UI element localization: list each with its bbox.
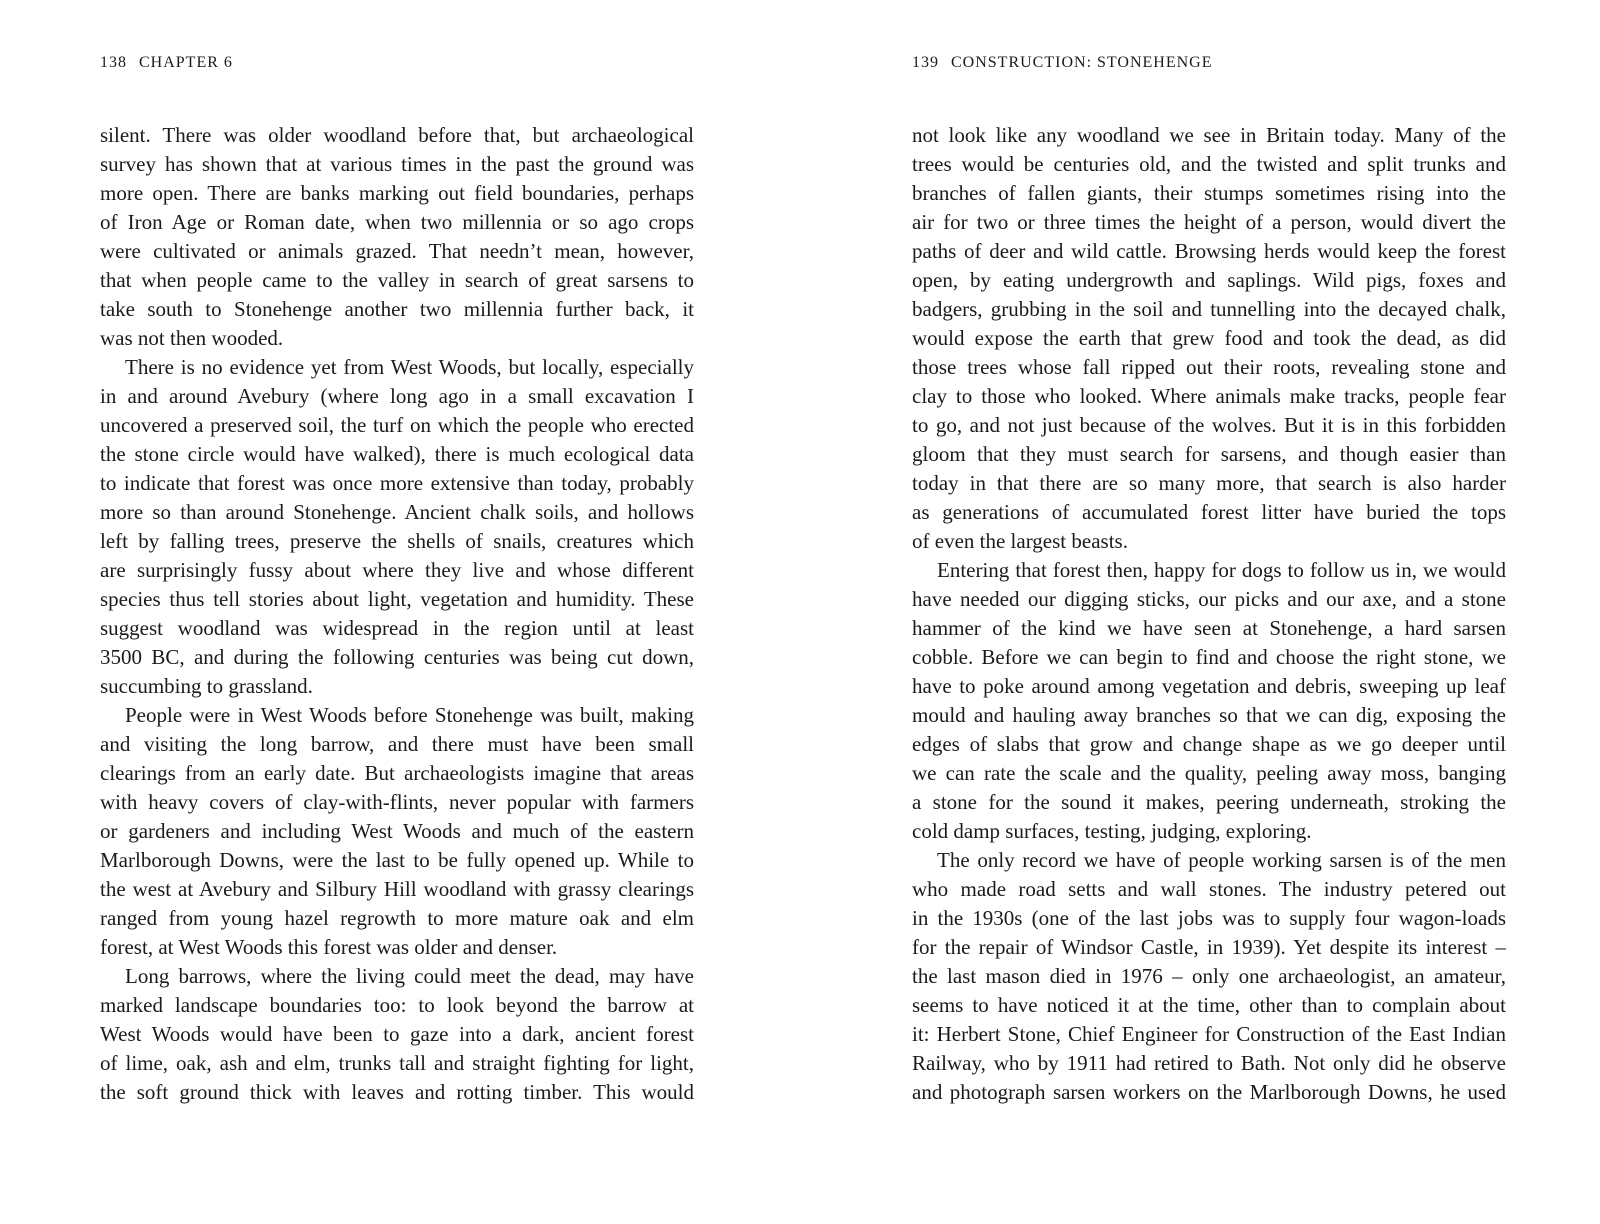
text-line: in and around Avebury (where long ago in a small excavation I	[100, 384, 694, 408]
text-line: are surprisingly fussy about where they live and whose different	[100, 558, 694, 582]
text-line: open, by eating undergrowth and saplings. Wild pigs, foxes and	[912, 268, 1506, 292]
text-line: marked landscape boundaries too: to look beyond the barrow at	[100, 993, 694, 1017]
text-line: take south to Stonehenge another two millennia further back, it	[100, 297, 694, 321]
text-line: have needed our digging sticks, our picks and our axe, and a stone	[912, 587, 1506, 611]
text-line: mould and hauling away branches so that we can dig, exposing the	[912, 703, 1506, 727]
text-line: it: Herbert Stone, Chief Engineer for Construction of the East Indian	[912, 1022, 1506, 1046]
text-line: who made road setts and wall stones. The industry petered out	[912, 877, 1506, 901]
right-chapter-title: CONSTRUCTION: STONEHENGE	[951, 54, 1213, 71]
text-line: There is no evidence yet from West Woods, but locally, especially	[125, 355, 694, 379]
text-line: the soft ground thick with leaves and rotting timber. This would	[100, 1080, 694, 1104]
text-line: ranged from young hazel regrowth to more mature oak and elm	[100, 906, 694, 930]
text-line: of even the largest beasts.	[912, 529, 1128, 553]
text-line: trees would be centuries old, and the twisted and split trunks and	[912, 152, 1506, 176]
left-body-text	[100, 121, 694, 1107]
text-line: for the repair of Windsor Castle, in 1939). Yet despite its interest –	[912, 935, 1506, 959]
text-line: suggest woodland was widespread in the region until at least	[100, 616, 694, 640]
left-page-number: 138	[100, 54, 127, 71]
text-line: 3500 BC, and during the following centuries was being cut down,	[100, 645, 694, 669]
text-line: branches of fallen giants, their stumps sometimes rising into the	[912, 181, 1506, 205]
text-line: more so than around Stonehenge. Ancient chalk soils, and hollows	[100, 500, 694, 524]
text-line: Railway, who by 1911 had retired to Bath. Not only did he observe	[912, 1051, 1506, 1075]
text-line: seems to have noticed it at the time, other than to complain about	[912, 993, 1506, 1017]
text-line: gloom that they must search for sarsens, and though easier than	[912, 442, 1506, 466]
text-line: paths of deer and wild cattle. Browsing herds would keep the forest	[912, 239, 1506, 263]
text-line: left by falling trees, preserve the shells of snails, creatures which	[100, 529, 694, 553]
text-line: uncovered a preserved soil, the turf on which the people who erected	[100, 413, 694, 437]
text-line: have to poke around among vegetation and debris, sweeping up leaf	[912, 674, 1506, 698]
text-line: survey has shown that at various times in the past the ground was	[100, 152, 694, 176]
text-line: Long barrows, where the living could meet the dead, may have	[125, 964, 694, 988]
text-line: that when people came to the valley in search of great sarsens to	[100, 268, 694, 292]
text-line: clearings from an early date. But archaeologists imagine that areas	[100, 761, 694, 785]
text-line: those trees whose fall ripped out their roots, revealing stone and	[912, 355, 1506, 379]
text-line: The only record we have of people working sarsen is of the men	[937, 848, 1506, 872]
left-running-head	[100, 54, 233, 72]
left-page	[100, 0, 694, 1224]
text-line: the last mason died in 1976 – only one archaeologist, an amateur,	[912, 964, 1506, 988]
text-line: hammer of the kind we have seen at Stonehenge, a hard sarsen	[912, 616, 1506, 640]
text-line: air for two or three times the height of a person, would divert the	[912, 210, 1506, 234]
text-line: not look like any woodland we see in Britain today. Many of the	[912, 123, 1506, 147]
right-page	[912, 0, 1506, 1224]
text-line: Entering that forest then, happy for dogs to follow us in, we would	[937, 558, 1506, 582]
text-line: to indicate that forest was once more extensive than today, probably	[100, 471, 694, 495]
text-line: of Iron Age or Roman date, when two millennia or so ago crops	[100, 210, 694, 234]
text-line: cold damp surfaces, testing, judging, exploring.	[912, 819, 1312, 843]
text-line: succumbing to grassland.	[100, 674, 313, 698]
text-line: were cultivated or animals grazed. That needn’t mean, however,	[100, 239, 694, 263]
text-line: with heavy covers of clay-with-flints, never popular with farmers	[100, 790, 694, 814]
text-line: People were in West Woods before Stonehenge was built, making	[125, 703, 694, 727]
right-running-head	[912, 54, 1212, 72]
text-line: and visiting the long barrow, and there must have been small	[100, 732, 694, 756]
text-line: forest, at West Woods this forest was older and denser.	[100, 935, 558, 959]
text-line: in the 1930s (one of the last jobs was to supply four wagon-loads	[912, 906, 1506, 930]
text-line: today in that there are so many more, that search is also harder	[912, 471, 1506, 495]
text-line: clay to those who looked. Where animals make tracks, people fear	[912, 384, 1506, 408]
text-line: and photograph sarsen workers on the Marlborough Downs, he used	[912, 1080, 1506, 1104]
text-line: was not then wooded.	[100, 326, 284, 350]
text-line: silent. There was older woodland before that, but archaeological	[100, 123, 694, 147]
text-line: a stone for the sound it makes, peering underneath, stroking the	[912, 790, 1506, 814]
text-line: the west at Avebury and Silbury Hill woodland with grassy clearings	[100, 877, 694, 901]
text-line: Marlborough Downs, were the last to be fully opened up. While to	[100, 848, 694, 872]
text-line: cobble. Before we can begin to find and choose the right stone, we	[912, 645, 1506, 669]
text-line: we can rate the scale and the quality, peeling away moss, banging	[912, 761, 1506, 785]
text-line: edges of slabs that grow and change shape as we go deeper until	[912, 732, 1506, 756]
text-line: of lime, oak, ash and elm, trunks tall and straight fighting for light,	[100, 1051, 694, 1075]
text-line: more open. There are banks marking out field boundaries, perhaps	[100, 181, 694, 205]
text-line: the stone circle would have walked), there is much ecological data	[100, 442, 694, 466]
right-page-number: 139	[912, 54, 939, 71]
text-line: badgers, grubbing in the soil and tunnelling into the decayed chalk,	[912, 297, 1506, 321]
left-chapter-title: CHAPTER 6	[139, 54, 233, 71]
text-line: as generations of accumulated forest litter have buried the tops	[912, 500, 1506, 524]
text-line: or gardeners and including West Woods and much of the eastern	[100, 819, 694, 843]
text-line: to go, and not just because of the wolves. But it is in this forbidden	[912, 413, 1506, 437]
text-line: species thus tell stories about light, vegetation and humidity. These	[100, 587, 694, 611]
text-line: would expose the earth that grew food and took the dead, as did	[912, 326, 1506, 350]
text-line: West Woods would have been to gaze into a dark, ancient forest	[100, 1022, 694, 1046]
right-body-text	[912, 121, 1506, 1107]
